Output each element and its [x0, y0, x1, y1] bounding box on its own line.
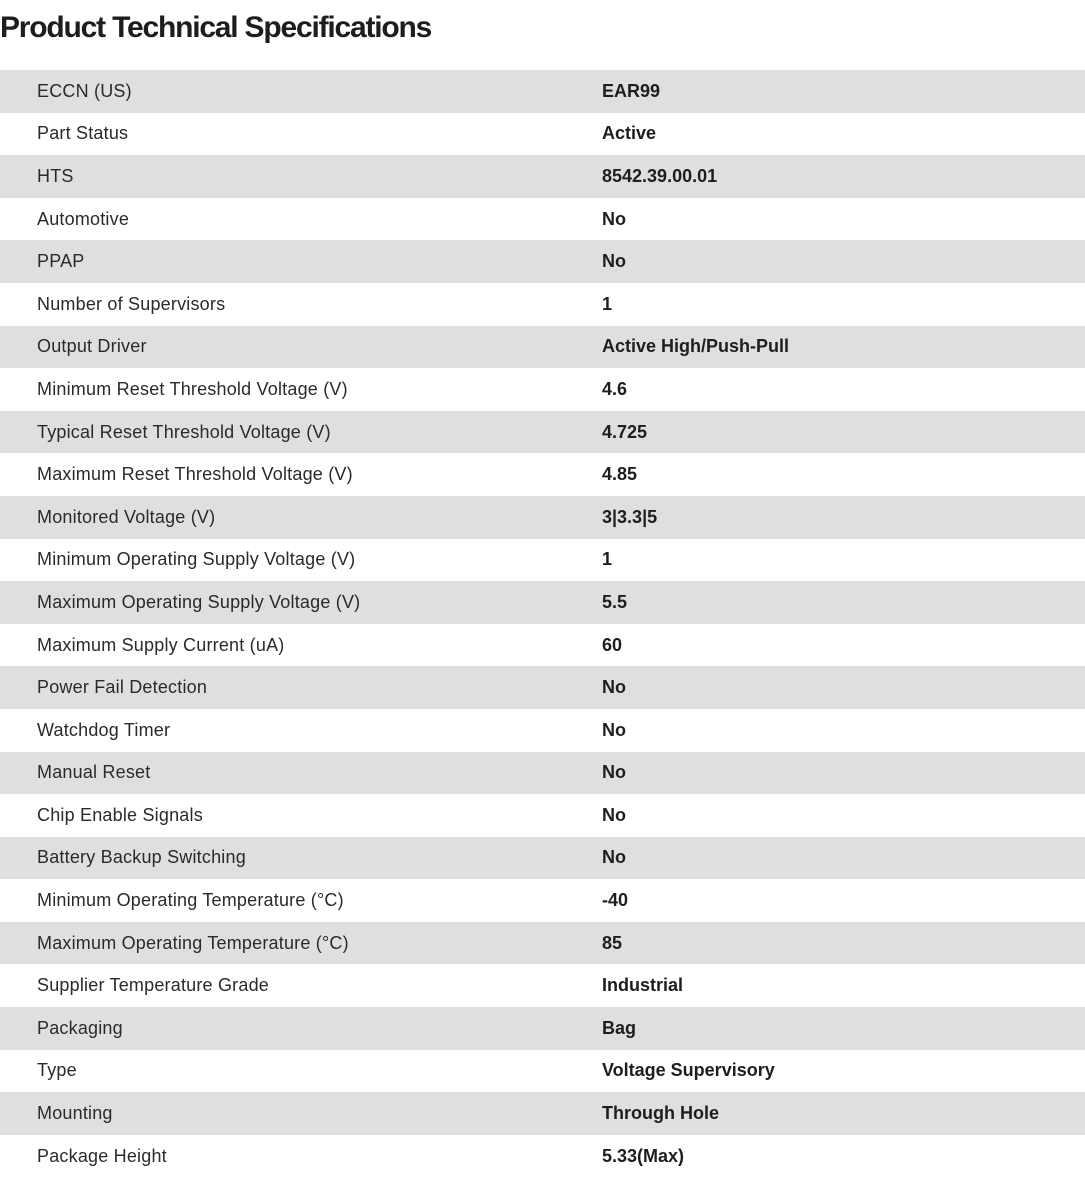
- spec-row-number-of-supervisors: [0, 283, 1085, 326]
- spec-value: 1: [602, 549, 613, 570]
- spec-value: No: [602, 251, 626, 272]
- spec-label: Chip Enable Signals: [37, 804, 203, 825]
- spec-label: Automotive: [37, 208, 130, 229]
- spec-label: Number of Supervisors: [37, 293, 226, 314]
- spec-value: 85: [602, 932, 623, 953]
- spec-label: Packaging: [37, 1017, 123, 1038]
- spec-label: PPAP: [37, 251, 85, 272]
- spec-value: 5.33(Max): [602, 1145, 685, 1166]
- spec-label: Mounting: [37, 1103, 113, 1124]
- spec-label: Minimum Operating Supply Voltage (V): [37, 549, 356, 570]
- spec-label: Battery Backup Switching: [37, 847, 246, 868]
- spec-row-package-height: [0, 1135, 1085, 1177]
- spec-value: 5.5: [602, 591, 628, 612]
- page-title: Product Technical Specifications: [0, 11, 432, 44]
- spec-label: Type: [37, 1060, 77, 1081]
- spec-label: Manual Reset: [37, 762, 151, 783]
- spec-value: Bag: [602, 1017, 637, 1038]
- spec-row-chip-enable-signals: [0, 794, 1085, 837]
- spec-row-min-reset-threshold: [0, 368, 1085, 411]
- spec-value: No: [602, 677, 626, 698]
- spec-row-packaging: [0, 1007, 1085, 1050]
- spec-row-max-reset-threshold: [0, 453, 1085, 496]
- spec-label: Supplier Temperature Grade: [37, 975, 269, 996]
- spec-row-monitored-voltage: [0, 496, 1085, 539]
- spec-value: No: [602, 847, 626, 868]
- spec-value: 8542.39.00.01: [602, 165, 718, 186]
- spec-value: Industrial: [602, 975, 684, 996]
- spec-row-min-operating-temp: [0, 879, 1085, 922]
- spec-row-ppap: [0, 240, 1085, 283]
- spec-label: Package Height: [37, 1145, 167, 1166]
- spec-label: Power Fail Detection: [37, 677, 208, 698]
- spec-value: No: [602, 719, 626, 740]
- spec-value: Active High/Push-Pull: [602, 336, 790, 357]
- spec-value: 4.85: [602, 464, 638, 485]
- spec-row-mounting: [0, 1092, 1085, 1135]
- spec-label: Maximum Operating Supply Voltage (V): [37, 591, 361, 612]
- spec-value: No: [602, 762, 626, 783]
- spec-row-supplier-temp-grade: [0, 964, 1085, 1007]
- spec-value: Voltage Supervisory: [602, 1060, 775, 1081]
- spec-value: 3|3.3|5: [602, 506, 658, 527]
- spec-label: Minimum Operating Temperature (°C): [37, 890, 344, 911]
- spec-row-hts: [0, 155, 1085, 198]
- spec-value: Through Hole: [602, 1103, 719, 1124]
- spec-row-part-status: [0, 113, 1085, 156]
- spec-label: Part Status: [37, 123, 129, 144]
- spec-value: 1: [602, 293, 613, 314]
- spec-value: -40: [602, 890, 629, 911]
- spec-label: Typical Reset Threshold Voltage (V): [37, 421, 331, 442]
- spec-label: ECCN (US): [37, 80, 132, 101]
- spec-label: Monitored Voltage (V): [37, 506, 216, 527]
- spec-row-power-fail-detection: [0, 666, 1085, 709]
- spec-table: [0, 70, 1085, 1177]
- spec-value: Active: [602, 123, 657, 144]
- spec-row-max-supply-current: [0, 624, 1085, 667]
- spec-row-battery-backup-switching: [0, 837, 1085, 880]
- spec-label: Minimum Reset Threshold Voltage (V): [37, 378, 348, 399]
- spec-row-manual-reset: [0, 752, 1085, 795]
- spec-value: No: [602, 208, 626, 229]
- spec-row-typ-reset-threshold: [0, 411, 1085, 454]
- spec-label: Watchdog Timer: [37, 719, 171, 740]
- spec-value: No: [602, 804, 626, 825]
- spec-row-eccn: [0, 70, 1085, 113]
- spec-row-watchdog-timer: [0, 709, 1085, 752]
- spec-row-output-driver: [0, 326, 1085, 369]
- spec-table-body: [0, 70, 1085, 1177]
- spec-label: Maximum Reset Threshold Voltage (V): [37, 464, 353, 485]
- spec-value: 4.6: [602, 378, 628, 399]
- spec-label: Output Driver: [37, 336, 147, 357]
- spec-row-type: [0, 1050, 1085, 1093]
- spec-row-max-supply-voltage: [0, 581, 1085, 624]
- spec-label: Maximum Operating Temperature (°C): [37, 932, 349, 953]
- spec-row-max-operating-temp: [0, 922, 1085, 965]
- spec-value: EAR99: [602, 80, 661, 101]
- spec-label: Maximum Supply Current (uA): [37, 634, 285, 655]
- spec-value: 60: [602, 634, 623, 655]
- spec-row-automotive: [0, 198, 1085, 241]
- spec-label: HTS: [37, 165, 74, 186]
- spec-row-min-supply-voltage: [0, 539, 1085, 582]
- spec-value: 4.725: [602, 421, 648, 442]
